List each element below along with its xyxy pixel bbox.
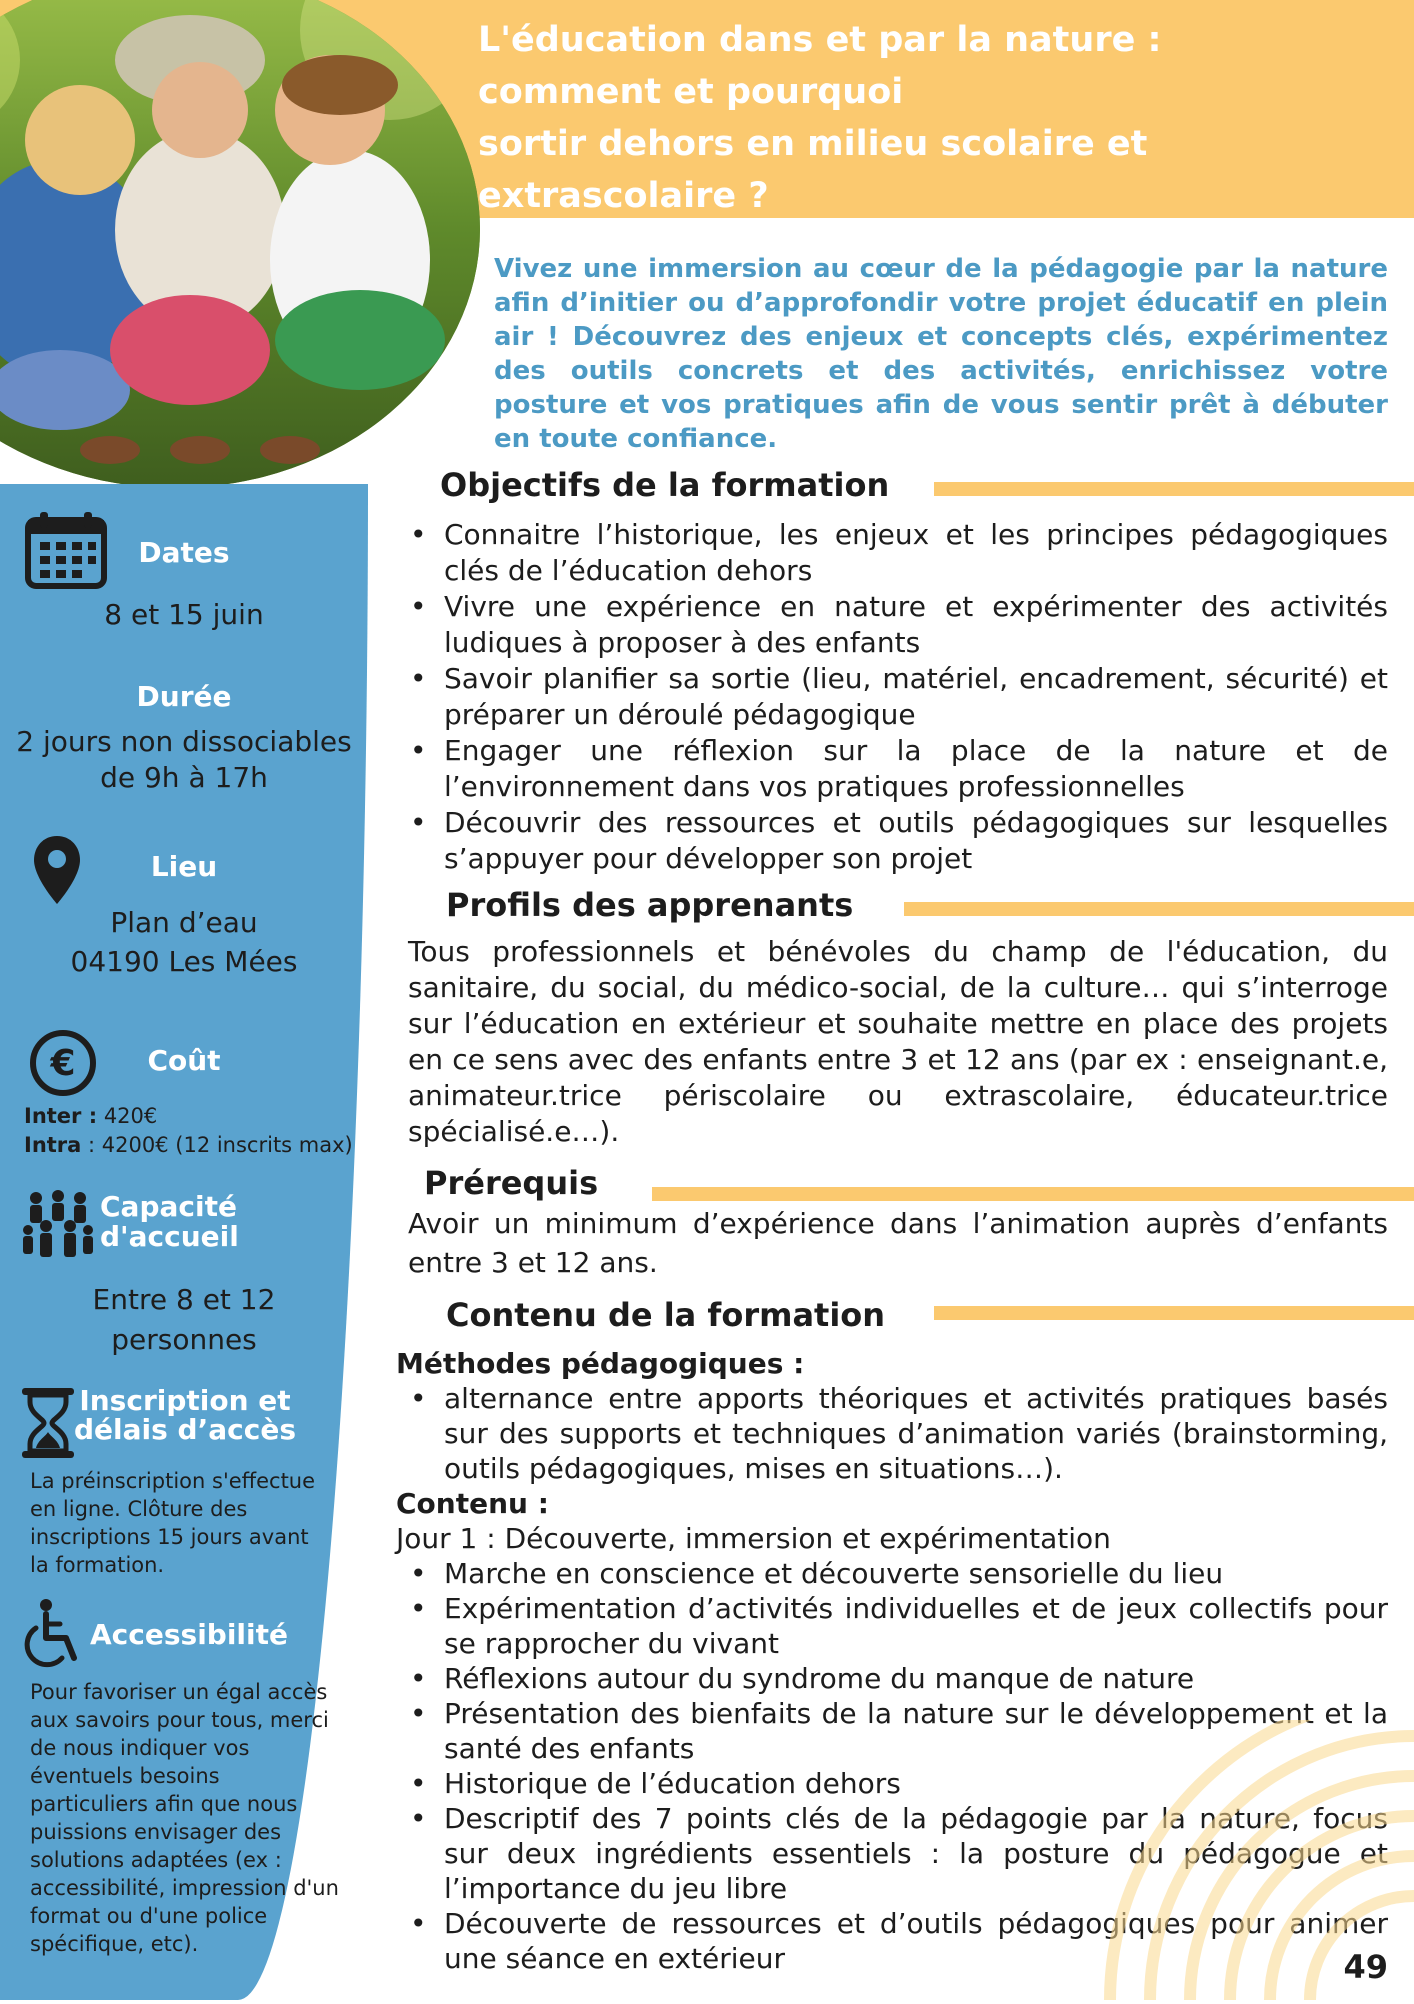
cout-label: Coût (147, 1044, 221, 1077)
contenu-title: Contenu de la formation (446, 1296, 886, 1334)
lieu-line2: 04190 Les Mées (70, 945, 298, 978)
objectif-item: • Connaitre l’historique, les enjeux et les principes pédagogiques clés de l’éducation dehors (396, 517, 1388, 589)
lieu-label: Lieu (150, 850, 218, 883)
lieu-line1: Plan d’eau (110, 906, 258, 939)
objectif-item: • Engager une réflexion sur la place de la nature et de l’environnement dans vos pratiques professionnelles (396, 733, 1388, 805)
objectif-item: • Vivre une expérience en nature et expérimenter des activités ludiques à proposer à des enfants (396, 589, 1388, 661)
hourglass-icon (20, 1386, 76, 1464)
jour1-item: • Découverte de ressources et d’outils pédagogiques pour animer une séance en extérieur (396, 1906, 1388, 1976)
cout-inter-value: 420€ (103, 1104, 158, 1128)
duree-line2: de 9h à 17h (100, 761, 268, 794)
contenu-rule (934, 1306, 1414, 1320)
dates-label: Dates (138, 536, 230, 569)
duree-line1: 2 jours non dissociables (16, 725, 352, 758)
people-group-icon (22, 1190, 94, 1264)
profils-title: Profils des apprenants (446, 886, 854, 924)
jour1-item: • Descriptif des 7 points clés de la pédagogie par la nature, focus sur deux ingrédients essentiels : la posture du pédagogue et l’importance du jeu libre (396, 1801, 1388, 1906)
intro-paragraph: Vivez une immersion au cœur de la pédagogie par la nature afin d’initier ou d’approfondir votre projet éducatif en plein air ! Découvrez des enjeux et concepts clés, expérimentez des outils concrets et des activités, enrichissez votre posture et vos pratiques afin de vous sentir prêt à débuter en toute confiance. (494, 254, 1388, 454)
title-line: sortir dehors en milieu scolaire et extrascolaire ? (478, 124, 1148, 216)
objectifs-rule (934, 482, 1414, 496)
objectifs-title: Objectifs de la formation (440, 466, 890, 504)
children-nature-photo (0, 0, 480, 488)
prerequis-text: Avoir un minimum d’expérience dans l’animation auprès d’enfants entre 3 et 12 ans. (408, 1207, 1388, 1279)
capacite-line2: personnes (111, 1323, 257, 1356)
inscription-label-line1: Inscription et (79, 1384, 291, 1417)
capacite-label-line1: Capacité (100, 1190, 237, 1223)
duree-label: Durée (136, 680, 232, 713)
methode-item: • alternance entre apports théoriques et activités pratiques basés sur des supports et techniques d’animation variés (brainstorming, outils pédagogiques, mises en situations…). (396, 1381, 1388, 1486)
accessibilite-text: Pour favoriser un égal accès aux savoirs pour tous, merci de nous indiquer vos éventuels besoins particuliers afin que nous puissions envisager des solutions adaptées (ex : accessibilité, impression d'un format ou d'une police spécifique, etc). (30, 1680, 339, 1956)
objectif-item: • Découvrir des ressources et outils pédagogiques sur lesquelles s’appuyer pour développer son projet (396, 805, 1388, 877)
jour1-item: • Marche en conscience et découverte sensorielle du lieu (396, 1556, 1388, 1591)
jour1-item: • Présentation des bienfaits de la nature sur le développement et la santé des enfants (396, 1696, 1388, 1766)
jour1-item: • Réflexions autour du syndrome du manque de nature (396, 1661, 1388, 1696)
profils-rule (904, 902, 1414, 916)
title-line: L'éducation dans et par la nature : (478, 20, 1162, 60)
inscription-label-line2: délais d’accès (74, 1413, 296, 1446)
prerequis-title: Prérequis (424, 1164, 599, 1202)
jour1-heading: Jour 1 : Découverte, immersion et expérimentation (396, 1522, 1111, 1555)
page-title (478, 14, 1398, 222)
euro-coin-icon (28, 1028, 98, 1102)
inscription-text: La préinscription s'effectue en ligne. Clôture des inscriptions 15 jours avant la formation. (30, 1469, 316, 1577)
capacite-line1: Entre 8 et 12 (92, 1283, 276, 1316)
dates-value: 8 et 15 juin (104, 598, 264, 631)
accessibilite-label: Accessibilité (90, 1618, 288, 1651)
contenu-label: Contenu : (396, 1487, 549, 1520)
prerequis-rule (652, 1187, 1414, 1201)
capacite-label-line2: d'accueil (100, 1220, 239, 1253)
location-pin-icon (32, 834, 82, 910)
cout-intra-label: Intra (24, 1133, 82, 1157)
objectif-item: • Savoir planifier sa sortie (lieu, matériel, encadrement, sécurité) et préparer un déroulé pédagogique (396, 661, 1388, 733)
cout-inter (24, 1102, 354, 1130)
page-number: 49 (1343, 1948, 1388, 1986)
jour1-item: • Expérimentation d’activités individuelles et de jeux collectifs pour se rapprocher du vivant (396, 1591, 1388, 1661)
svg-text:€: € (50, 1043, 76, 1084)
inscription-label (70, 1386, 300, 1444)
methodes-label: Méthodes pédagogiques : (396, 1347, 805, 1380)
methodes-list (396, 1381, 1388, 1486)
profils-text: Tous professionnels et bénévoles du champ de l'éducation, du sanitaire, du social, du médico-social, de la culture… qui s’interroge sur l’éducation en extérieur et souhaite mettre en place des projets en ce sens avec des enfants entre 3 et 12 ans (par ex : enseignant.e, animateur.trice périscolaire ou extrascolaire, éducateur.trice spécialisé.e…). (408, 935, 1388, 1148)
cout-inter-label: Inter : (24, 1104, 98, 1128)
cout-intra-value: : 4200€ (12 inscrits max) (88, 1133, 353, 1157)
wheelchair-icon (22, 1598, 84, 1672)
objectifs-list (396, 517, 1388, 877)
calendar-icon (24, 510, 108, 594)
cout-intra (24, 1131, 354, 1159)
capacite-label (100, 1192, 268, 1252)
jour1-item: • Historique de l’éducation dehors (396, 1766, 1388, 1801)
title-line: comment et pourquoi (478, 72, 904, 112)
